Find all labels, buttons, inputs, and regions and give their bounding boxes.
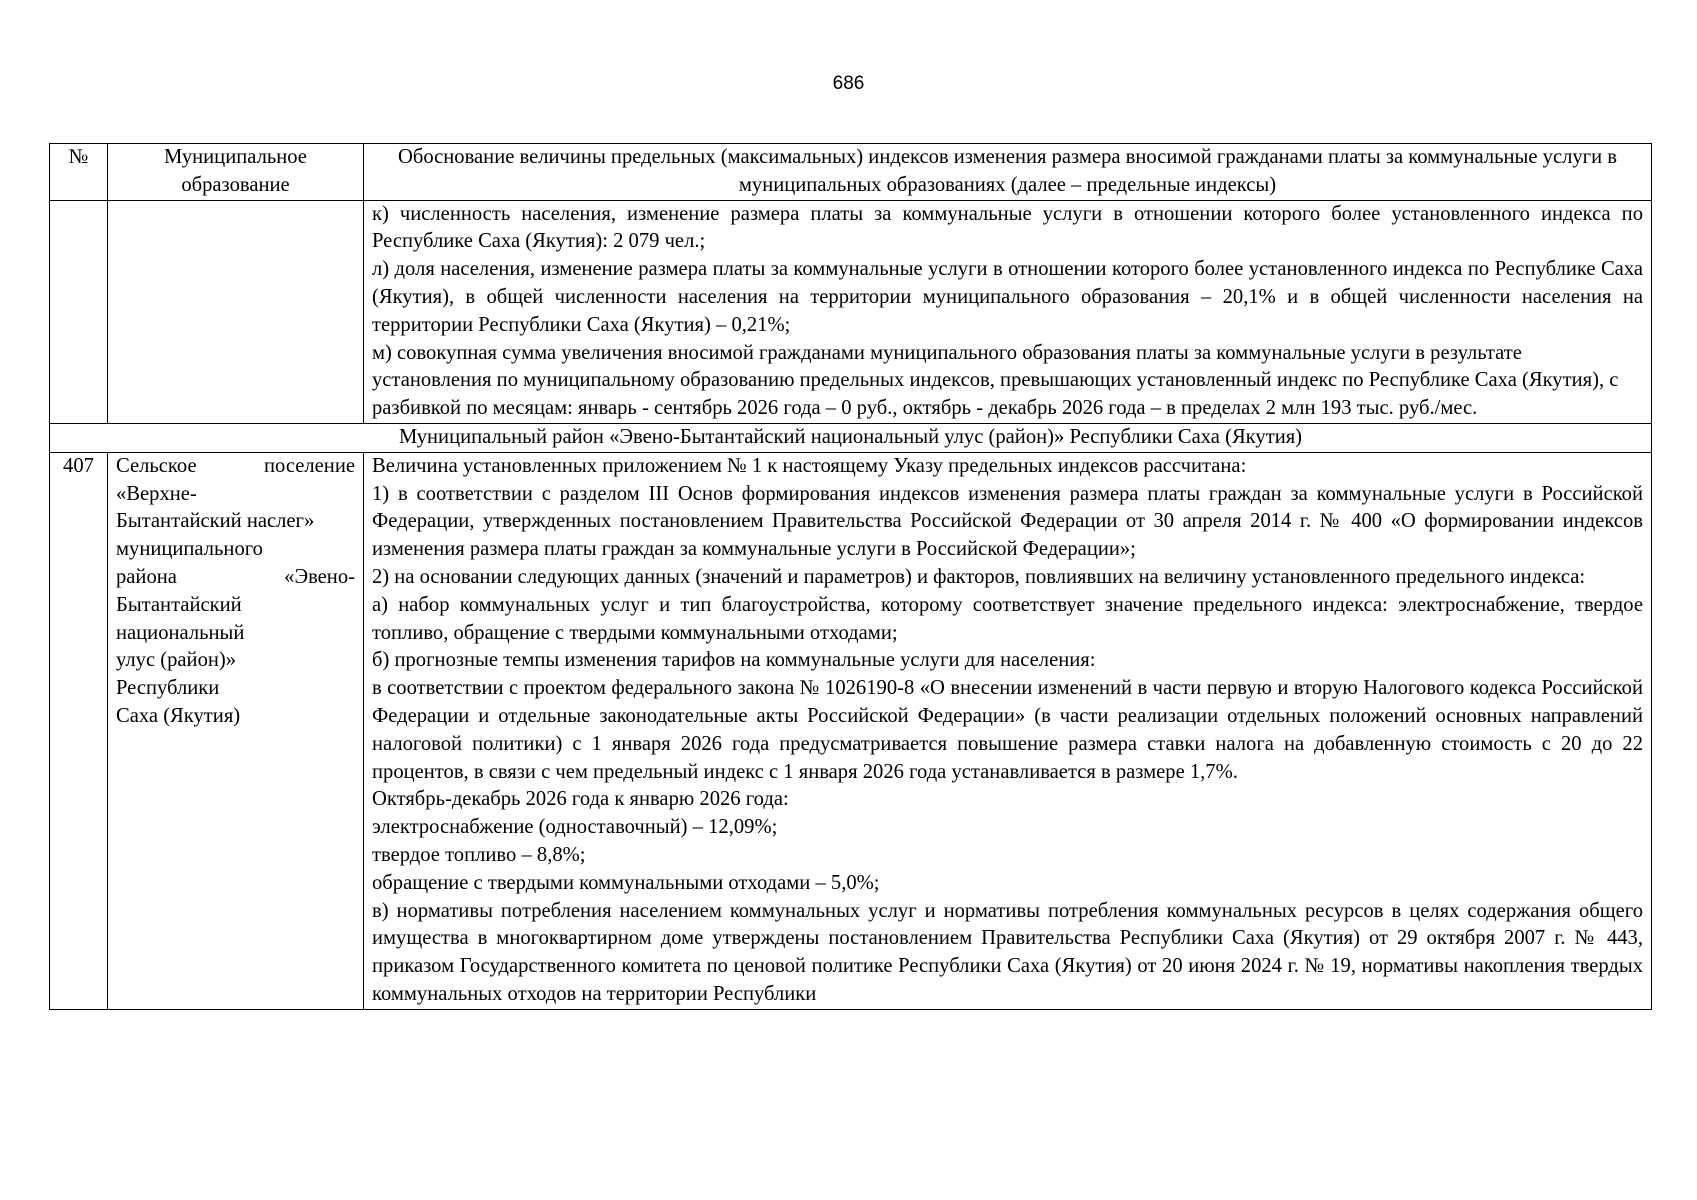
justification-text	[364, 452, 1652, 1009]
paragraph-m: м) совокупная сумма увеличения вносимой гражданами муниципального образования платы за коммунальные услуги в результате установления по муниципальному образованию предельных индексов, превышающих установленный индекс по Республике Саха (Якутия), с разбивкой по месяцам: январь - сентябрь 2026 года – 0 руб., октябрь - декабрь 2026 года – в пределах 2 млн 193 тыс. руб./мес.	[372, 341, 1619, 420]
municipality-line: Саха (Якутия)	[116, 704, 241, 727]
paragraph-waste: обращение с твердыми коммунальными отходами – 5,0%;	[372, 871, 880, 894]
paragraph-l: л) доля населения, изменение размера платы за коммунальные услуги в отношении которого более установленного индекса по Республике Саха (Якутия), в общей численности населения на территории муниципального образования – 20,1% и в общей численности населения на территории Республики Саха (Якутия) – 0,21%;	[372, 258, 1643, 336]
paragraph-intro: Величина установленных приложением № 1 к настоящему Указу предельных индексов рассчитана:	[372, 454, 1247, 477]
municipality-name	[108, 452, 364, 1009]
paragraph-v: в) нормативы потребления населением коммунальных услуг и нормативы потребления коммунальных ресурсов в целях содержания общего имущества в многоквартирном доме утверждены постановлением Правительства Республики Саха (Якутия) от 29 октября 2007 г. № 443, приказом Государственного комитета по ценовой политике Республики Саха (Якутия) от 20 июня 2024 г. № 19, нормативы накопления твердых коммунальных отходов на территории Республики	[372, 899, 1643, 1005]
paragraph-a: а) набор коммунальных услуг и тип благоустройства, которому соответствует значение предельного индекса: электроснабжение, твердое топливо, обращение с твердыми коммунальными отходами;	[372, 593, 1643, 644]
paragraph-electricity: электроснабжение (одноставочный) – 12,09%;	[372, 816, 778, 839]
row-number: 407	[50, 452, 108, 1009]
municipality-line: муниципального	[116, 538, 263, 561]
continuation-justification-cell	[364, 200, 1652, 423]
paragraph-b: б) прогнозные темпы изменения тарифов на коммунальные услуги для населения:	[372, 649, 1096, 672]
municipality-line: Республики	[116, 677, 220, 700]
municipality-line: района «Эвено-	[116, 565, 355, 588]
municipality-line: Бытантайский наслег»	[116, 510, 315, 533]
paragraph-1: 1) в соответствии с разделом III Основ формирования индексов изменения размера платы граждан за коммунальные услуги в Российской Федерации, утвержденных постановлением Правительства Российской Федерации от 30 апреля 2014 г. № 400 «О формировании индексов изменения размера платы граждан за коммунальные услуги в Российской Федерации»;	[372, 482, 1643, 561]
municipality-line: «Верхне-	[116, 482, 197, 505]
municipality-line: национальный	[116, 621, 245, 644]
header-municipality: Муниципальное образование	[108, 144, 364, 201]
paragraph-2: 2) на основании следующих данных (значений и параметров) и факторов, повлиявших на величину установленного предельного индекса:	[372, 565, 1586, 588]
index-justification-table	[49, 143, 1652, 1010]
municipality-line: улус (район)»	[116, 649, 237, 672]
header-justification: Обоснование величины предельных (максимальных) индексов изменения размера вносимой гражданами платы за коммунальные услуги в муниципальных образованиях (далее – предельные индексы)	[364, 144, 1652, 201]
table-header-row	[50, 144, 1652, 201]
municipality-line: Бытантайский	[116, 593, 242, 616]
continuation-row	[50, 200, 1652, 423]
continuation-municipality-cell	[108, 200, 364, 423]
municipality-line: Сельское поселение	[116, 454, 355, 477]
paragraph-solid-fuel: твердое топливо – 8,8%;	[372, 843, 586, 866]
paragraph-period: Октябрь-декабрь 2026 года к январю 2026 года:	[372, 788, 789, 811]
paragraph-k: к) численность населения, изменение размера платы за коммунальные услуги в отношении которого более установленного индекса по Республике Саха (Якутия): 2 079 чел.;	[372, 202, 1643, 253]
table-row	[50, 452, 1652, 1009]
section-row	[50, 423, 1652, 452]
page-number: 686	[832, 73, 865, 94]
continuation-num-cell	[50, 200, 108, 423]
section-title: Муниципальный район «Эвено-Бытантайский национальный улус (район)» Республики Саха (Якутия)	[50, 423, 1652, 452]
paragraph-vat: в соответствии с проектом федерального закона № 1026190-8 «О внесении изменений в части первую и вторую Налогового кодекса Российской Федерации и отдельные законодательные акты Российской Федерации» (в части реализации отдельных положений основных направлений налоговой политики) с 1 января 2026 года предусматривается повышение размера ставки налога на добавленную стоимость с 20 до 22 процентов, в связи с чем предельный индекс с 1 января 2026 года устанавливается в размере 1,7%.	[372, 677, 1643, 783]
header-number: №	[50, 144, 108, 201]
